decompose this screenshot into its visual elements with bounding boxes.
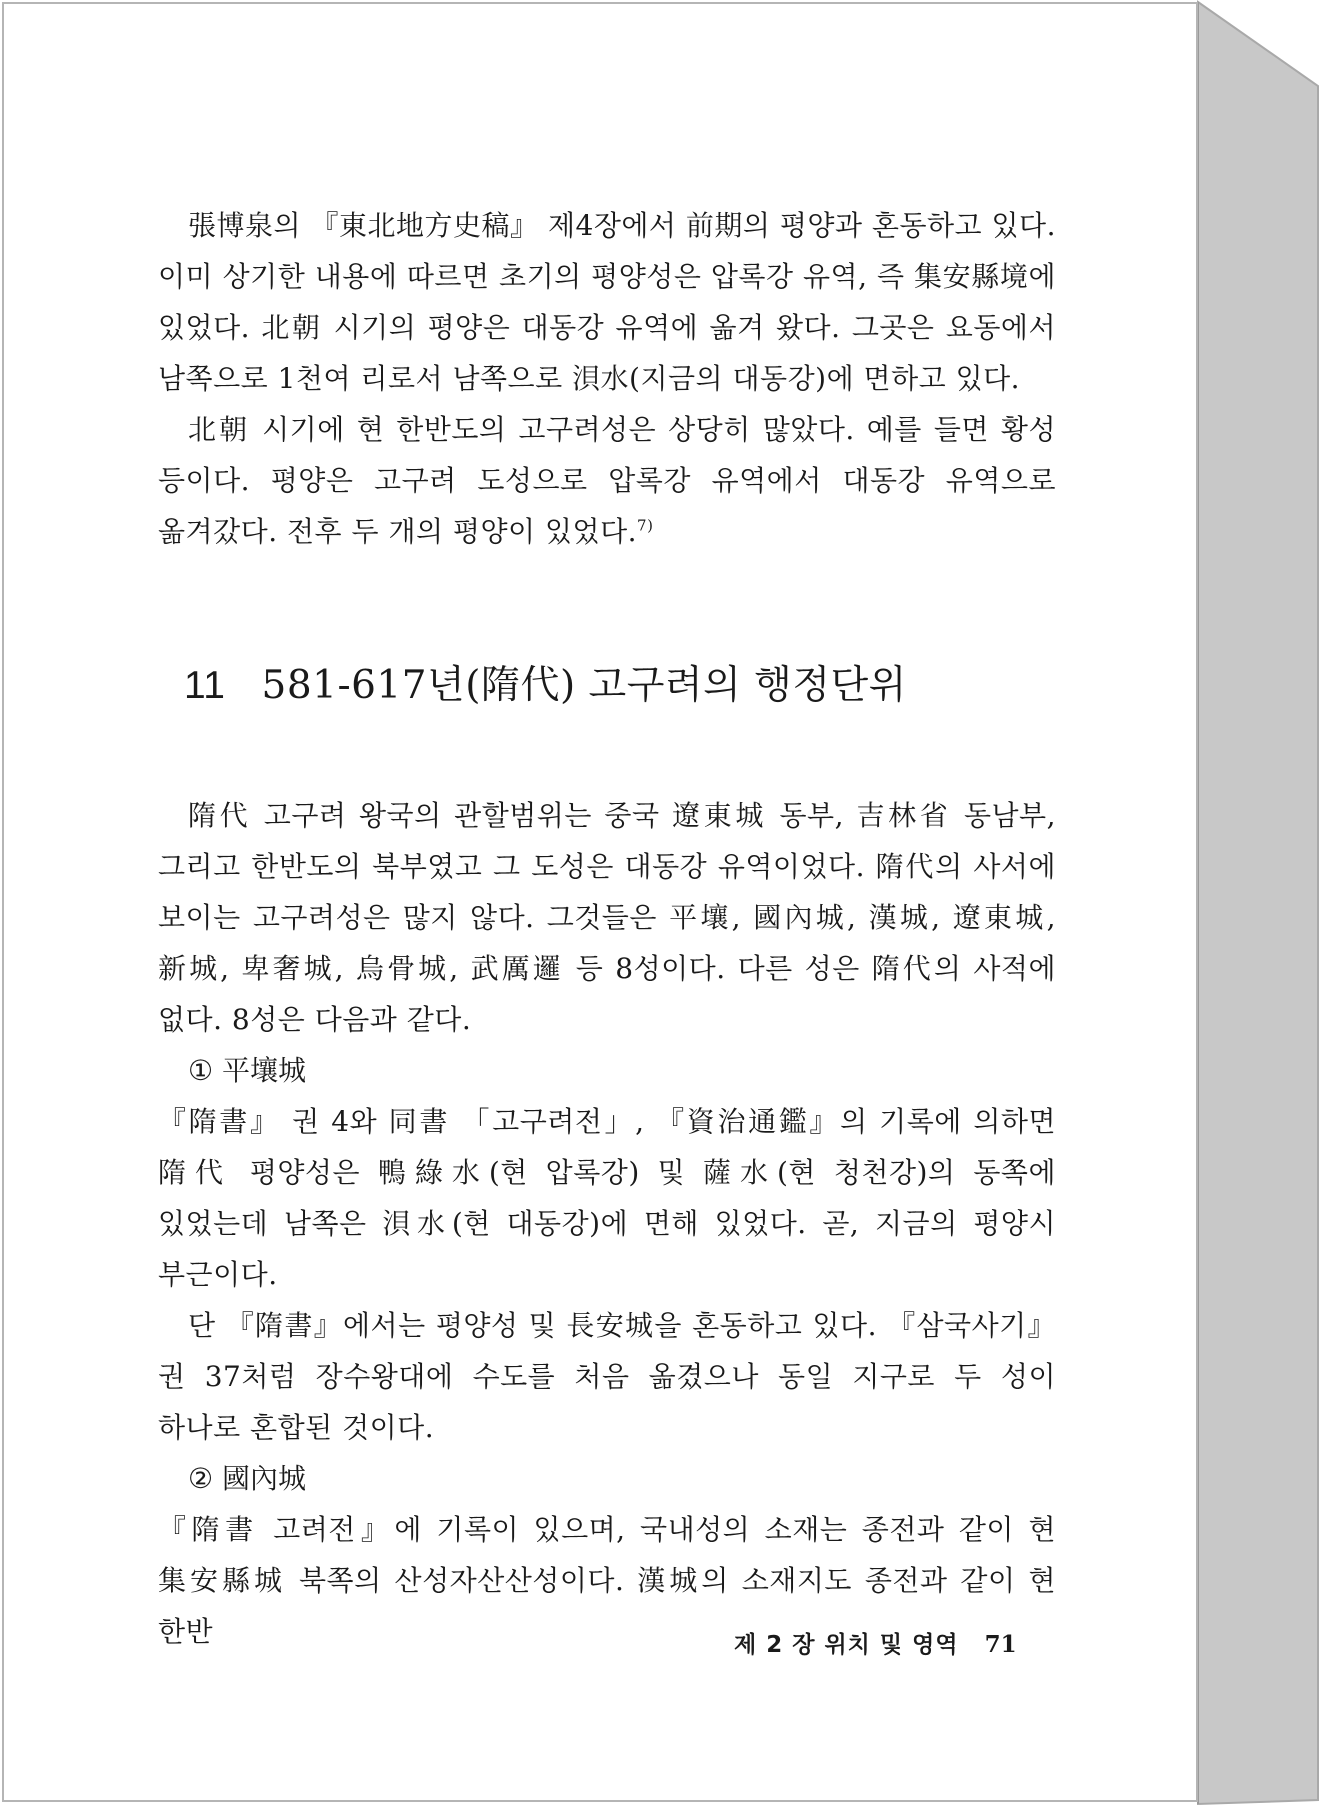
page-number: 71 [984, 1631, 1017, 1658]
book-edge-face [1198, 2, 1318, 1804]
section-title: 581-617년(隋代) 고구려의 행정단위 [261, 663, 907, 708]
item-1-paragraph-2: 단 『隋書』에서는 평양성 및 長安城을 혼동하고 있다. 『삼국사기』 권 37처럼 장수왕대에 수도를 처음 옮겼으나 동일 지구로 두 성이 하나로 혼합된 것이다. [158, 1309, 1056, 1444]
book-page [2, 2, 1198, 1802]
section-1-text [158, 200, 1056, 557]
intro-paragraph: 隋代 고구려 왕국의 관할범위는 중국 遼東城 동부, 吉林省 동남부, 그리고 한반도의 북부였고 그 도성은 대동강 유역이었다. 隋代의 사서에 보이는 고구려성은 많지 않다. 그것들은 平壤, 國內城, 漢城, 遼東城, 新城, 卑奢城, 烏骨城, 武厲邏 등 8성이다. 다른 성은 隋代의 사적에 없다. 8성은 다음과 같다. [158, 799, 1056, 1036]
page-footer [734, 1626, 1017, 1659]
section-2-text [158, 790, 1056, 1657]
paragraph-text: 北朝 시기에 현 한반도의 고구려성은 상당히 많았다. 예를 들면 황성 등이다. 평양은 고구려 도성으로 압록강 유역에서 대동강 유역으로 옮겨갔다. 전후 두 개의 평양이 있었다. [158, 413, 1056, 548]
item-2-paragraph-1: 『隋書 고려전』에 기록이 있으며, 국내성의 소재는 종전과 같이 현 集安縣城 북쪽의 산성자산산성이다. 漢城의 소재지도 종전과 같이 현 한반 [158, 1513, 1056, 1648]
footnote-marker[interactable]: 7) [637, 516, 654, 535]
section-number: 11 [184, 664, 226, 707]
paragraph [158, 200, 1056, 404]
chapter-label: 제 2 장 위치 및 영역 [734, 1632, 959, 1658]
paragraph-text: 張博泉의 『東北地方史稿』 제4장에서 前期의 평양과 혼동하고 있다. 이미 상기한 내용에 따르면 초기의 평양성은 압록강 유역, 즉 集安縣境에 있었다. 北朝 시기의 평양은 대동강 유역에 옮겨 왔다. 그곳은 요동에서 남쪽으로 1천여 리로서 남쪽으로 浿水(지금의 대동강)에 면하고 있다. [158, 209, 1056, 395]
paragraph [158, 404, 1056, 557]
item-1-paragraph-1: 『隋書』 권 4와 同書 「고구려전」, 『資治通鑑』의 기록에 의하면 隋代 평양성은 鴨綠水(현 압록강) 및 薩水(현 청천강)의 동쪽에 있었는데 남쪽은 浿水(현 대동강)에 면해 있었다. 곧, 지금의 평양시 부근이다. [158, 1105, 1056, 1291]
section-heading [184, 654, 907, 710]
item-2-title: ② 國內城 [188, 1462, 307, 1495]
item-1-title: ① 平壤城 [188, 1054, 307, 1087]
